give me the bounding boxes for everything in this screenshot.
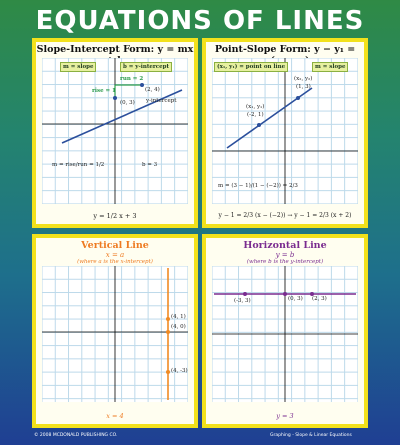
footer-copyright: © 2008 MCDONALD PUBLISHING CO.: [34, 433, 118, 438]
horizontal-line-heading: Horizontal Line: [243, 240, 327, 251]
horizontal-line-graph: [212, 266, 358, 402]
point-label-2-4: (2, 4): [145, 87, 160, 93]
slope-intercept-equation: y = 1/2 x + 3: [93, 212, 137, 220]
point-label-neg2-1: (-2, 1): [247, 112, 264, 118]
rise-label: rise = 1: [92, 88, 116, 94]
point-label-x2y2: (x₂, y₂): [294, 76, 313, 82]
slope-tag: m = slope: [312, 62, 348, 72]
slope-intercept-panel: [32, 38, 198, 228]
point-4-neg3: [166, 370, 170, 374]
vertical-line-form: x = a: [105, 251, 125, 259]
point-neg2-1: [257, 123, 261, 127]
horizontal-line-panel: [202, 234, 368, 428]
poster-title: EQUATIONS OF LINES: [35, 6, 365, 36]
point-1-3: [296, 96, 300, 100]
point-label-neg3-3: (-3, 3): [234, 298, 251, 304]
point-label-4-1: (4, 1): [171, 314, 186, 320]
slope-intercept-svg: [42, 58, 188, 204]
slope-calculation: m = rise/run = 1/2: [52, 162, 105, 168]
intercept-tag: b = y-intercept: [120, 62, 172, 72]
slope-tag: m = slope: [60, 62, 96, 72]
point-label-2-3: (2, 3): [312, 296, 327, 302]
vertical-line-graph: [42, 266, 188, 402]
slope-intercept-heading: Slope-Intercept Form: y = mx: [36, 44, 194, 55]
point-slope-equation: y − 1 = 2/3 (x − (−2)) → y − 1 = 2/3 (x + 2): [218, 212, 352, 219]
horizontal-line-note: (where b is the y-intercept): [246, 259, 324, 265]
vertical-line-panel: [32, 234, 198, 428]
footer-subject: Graphing - Slope & Linear Equations: [270, 433, 352, 438]
point-label-0-3: (0, 3): [288, 296, 303, 302]
slope-intercept-graph: [42, 58, 188, 204]
point-tag: (x₁, y₁) = point on line: [214, 62, 288, 72]
vertical-line-note: (where a is the x-intercept): [77, 259, 153, 265]
point-label-4-neg3: (4, -3): [171, 368, 188, 374]
vertical-line-heading: Vertical Line: [81, 240, 149, 251]
point-label-0-3: (0, 3): [120, 100, 135, 106]
point-0-3: [283, 292, 287, 296]
horizontal-line-equation: y = 3: [276, 412, 294, 420]
point-neg3-3: [243, 292, 247, 296]
y-intercept-label: y-intercept: [146, 98, 177, 104]
horizontal-line-svg: [212, 266, 358, 402]
vertical-line-svg: [42, 266, 188, 402]
slope-calculation: m = (3 − 1)/(1 − (−2)) = 2/3: [218, 183, 298, 189]
point-4-0: [166, 330, 170, 334]
point-slope-graph: [212, 58, 358, 204]
point-label-x1y1: (x₁, y₁): [246, 104, 265, 110]
point-label-1-3: (1, 3): [296, 84, 311, 90]
horizontal-line-form: y = b: [275, 251, 295, 259]
vertical-line-equation: x = 4: [106, 412, 124, 420]
point-0-3: [113, 96, 117, 100]
point-label-4-0: (4, 0): [171, 324, 186, 330]
point-4-1: [166, 317, 170, 321]
b-value: b = 3: [142, 162, 158, 168]
point-slope-panel: [202, 38, 368, 228]
run-label: run = 2: [120, 76, 144, 82]
point-slope-heading: Point-Slope Form: y − y₁ =: [214, 44, 356, 55]
point-2-4: [140, 83, 144, 87]
